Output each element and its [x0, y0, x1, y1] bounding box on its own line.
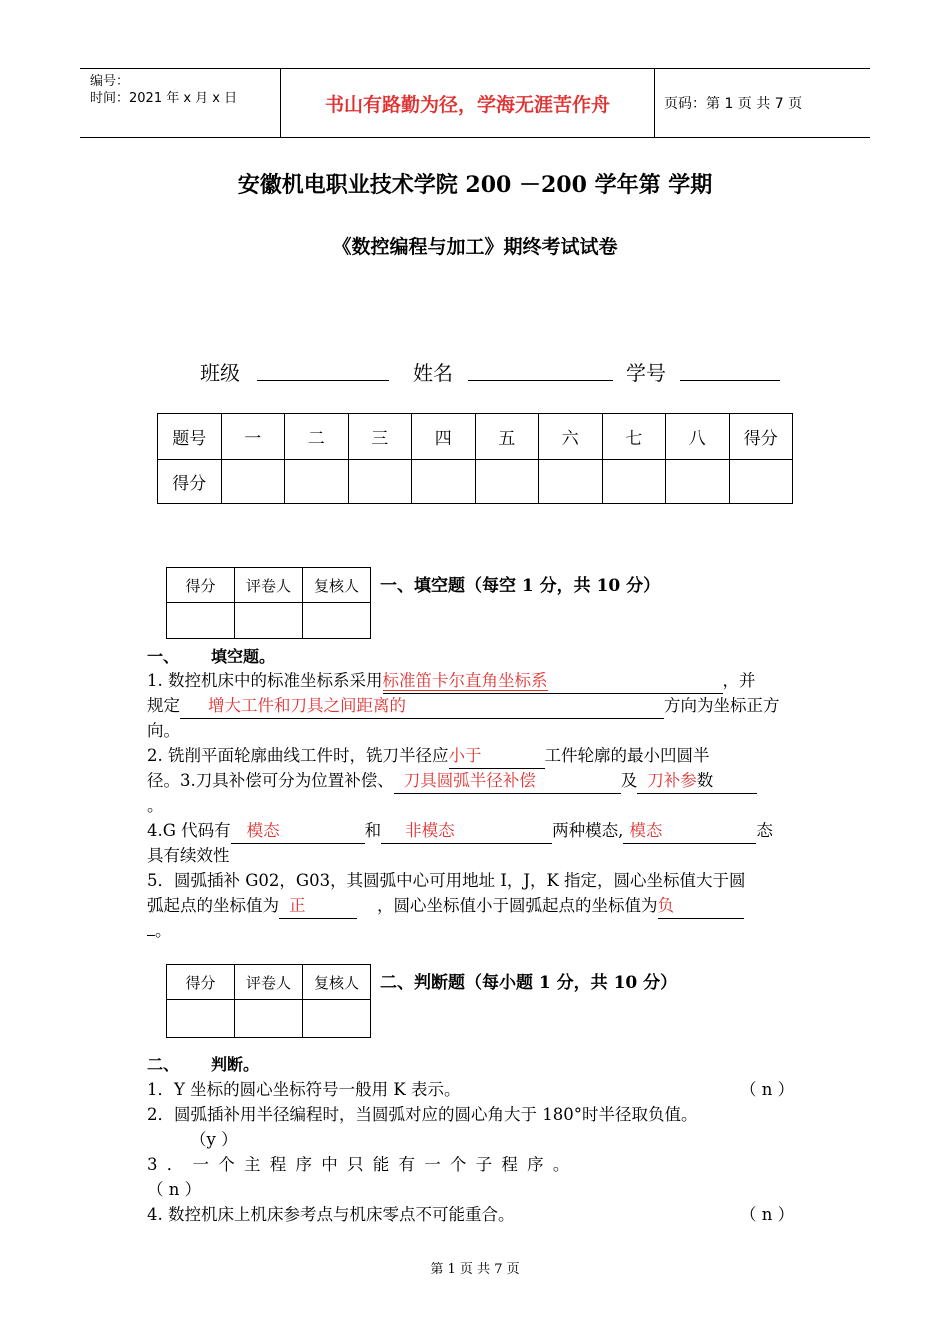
grader-cell[interactable] — [167, 603, 235, 639]
question-4-line1 — [147, 818, 807, 844]
score-header-cell: 四 — [412, 414, 476, 460]
document-header — [80, 68, 870, 138]
grader-header-cell: 得分 — [167, 568, 235, 603]
q5-text: 弧起点的坐标值为 — [147, 896, 279, 915]
q2-text: 工件轮廓的最小凹圆半 — [544, 746, 710, 765]
exam-subtitle: 《数控编程与加工》期终考试试卷 — [332, 236, 618, 258]
q5-answer1: 正 — [289, 896, 306, 915]
question-5-line3 — [147, 918, 807, 943]
number-label: 编号： — [90, 74, 130, 89]
score-table — [157, 413, 793, 504]
page-info: 页码：第 1 页 共 7 页 — [664, 96, 803, 112]
q4-answer2-blank[interactable] — [381, 818, 552, 844]
question-5-line1: 5．圆弧插补 G02，G03，其圆弧中心可用地址 I，J，K 指定，圆心坐标值大于圆 — [147, 871, 746, 890]
q5-text: ，圆心坐标值小于圆弧起点的坐标值为 — [377, 896, 658, 915]
grader-header-cell: 评卷人 — [235, 568, 303, 603]
grader-cell[interactable] — [235, 603, 303, 639]
q1-text: 规定 — [147, 696, 180, 715]
q1-answer: 标准笛卡尔直角坐标系 — [382, 671, 548, 690]
q4-text: 和 — [364, 821, 382, 840]
question-5-line2 — [147, 893, 807, 919]
score-header-cell: 六 — [539, 414, 603, 460]
question-2-line2 — [147, 768, 807, 794]
score-cell[interactable] — [221, 460, 285, 504]
q4-answer3: 模态 — [629, 821, 663, 840]
score-header-cell: 七 — [602, 414, 666, 460]
q4-answer2: 非模态 — [405, 821, 455, 840]
score-cell[interactable] — [729, 460, 793, 504]
question-4-line2: 具有续效性 — [147, 846, 230, 865]
q4-text: 态 — [756, 821, 773, 840]
score-header-cell: 五 — [475, 414, 539, 460]
q3-answer2-blank[interactable] — [637, 768, 757, 794]
score-header-cell: 八 — [666, 414, 730, 460]
q5-answer2: 负 — [657, 896, 674, 915]
judge-question-3: 3 ． 一 个 主 程 序 中 只 能 有 一 个 子 程 序 。 — [147, 1155, 572, 1174]
score-cell[interactable] — [412, 460, 476, 504]
question-1-line3: 向。 — [147, 721, 180, 740]
question-1-line1 — [147, 668, 807, 694]
q4-answer1: 模态 — [246, 821, 280, 840]
section2-number: 二、 — [147, 1055, 180, 1074]
q1-answer2: 增大工件和刀具之间距离的 — [208, 696, 406, 715]
score-table-header-row — [158, 414, 793, 460]
grader-cell[interactable] — [303, 1000, 371, 1038]
time-label: 时间：2021 年 x 月 x 日 — [90, 91, 238, 106]
q1-text-end: ，并 — [722, 671, 756, 690]
grader-cell[interactable] — [303, 603, 371, 639]
grader-header-cell: 复核人 — [303, 568, 371, 603]
question-2-line1 — [147, 743, 807, 769]
score-row-label: 得分 — [158, 460, 222, 504]
judge-question-2: 2．圆弧插补用半径编程时，当圆弧对应的圆心角大于 180°时半径取负值。 — [147, 1105, 698, 1124]
q4-answer3-blank[interactable] — [623, 818, 756, 844]
score-header-cell: 二 — [285, 414, 349, 460]
q1-answer-blank[interactable] — [383, 668, 723, 694]
score-cell[interactable] — [348, 460, 412, 504]
q3-answer2: 刀补参 — [647, 771, 697, 790]
q3-answer1-blank[interactable] — [394, 768, 621, 794]
judge-question-4: 4. 数控机床上机床参考点与机床零点不可能重合。 — [147, 1205, 515, 1224]
q3-text: 及 — [620, 771, 638, 790]
grader-cell[interactable] — [235, 1000, 303, 1038]
score-header-cell: 三 — [348, 414, 412, 460]
judge-question-1: 1．Y 坐标的圆心坐标符号一般用 K 表示。 — [147, 1080, 461, 1099]
score-cell[interactable] — [285, 460, 349, 504]
grader-cell[interactable] — [167, 1000, 235, 1038]
grader-header-cell: 评卷人 — [235, 965, 303, 1000]
q2-answer: 小于 — [448, 746, 482, 765]
q5-answer2-blank-tail — [147, 935, 155, 936]
id-label: 学号 — [626, 361, 666, 385]
q3-answer1: 刀具圆弧半径补偿 — [403, 771, 536, 790]
section1-heading: 一、填空题（每空 1 分，共 10 分） — [380, 576, 661, 596]
page-footer: 第 1 页 共 7 页 — [430, 1262, 520, 1277]
section2-heading: 二、判断题（每小题 1 分，共 10 分） — [380, 973, 678, 993]
name-label: 姓名 — [413, 361, 453, 385]
q2-answer-blank[interactable] — [449, 743, 545, 769]
q4-text: 两种模态, — [552, 821, 624, 840]
judge-answer-2: （y ） — [190, 1130, 238, 1149]
q2-text: 径。3.刀具补偿可分为位置补偿、 — [147, 771, 394, 790]
q1-answer2-blank[interactable] — [180, 693, 664, 719]
score-cell[interactable] — [666, 460, 730, 504]
q2-text: 2. 铣削平面轮廓曲线工件时，铣刀半径应 — [147, 746, 449, 765]
q1-text: 方向为坐标正方 — [664, 696, 780, 715]
judge-answer-1: （ n ） — [740, 1080, 795, 1099]
q5-end: 。 — [155, 921, 172, 940]
class-blank[interactable] — [257, 380, 389, 381]
section1-number: 一、 — [147, 647, 180, 666]
q4-answer1-blank[interactable] — [231, 818, 365, 844]
header-meta — [80, 69, 281, 137]
score-cell[interactable] — [602, 460, 666, 504]
question-1-line2 — [147, 693, 807, 719]
section2-title: 判断。 — [211, 1055, 260, 1074]
name-blank[interactable] — [468, 380, 613, 381]
q5-answer1-blank[interactable] — [279, 893, 357, 919]
grader-header-cell: 复核人 — [303, 965, 371, 1000]
grader-table-2 — [166, 964, 371, 1038]
score-header-cell: 题号 — [158, 414, 222, 460]
motto: 书山有路勤为径，学海无涯苦作舟 — [281, 69, 655, 137]
section1-title: 填空题。 — [211, 647, 276, 666]
judge-answer-4: （ n ） — [740, 1205, 795, 1224]
score-table-row — [158, 460, 793, 504]
id-blank[interactable] — [680, 380, 780, 381]
judge-answer-3: （ n ） — [147, 1180, 202, 1199]
q1-text: 1. 数控机床中的标准坐标系采用 — [147, 671, 383, 690]
page-title: 安徽机电职业技术学院 200 －200 学年第 学期 — [237, 172, 713, 198]
q4-text: 4.G 代码有 — [147, 821, 231, 840]
score-header-cell: 一 — [221, 414, 285, 460]
question-3-end: 。 — [147, 796, 164, 815]
grader-table — [166, 567, 371, 639]
q3-text: 数 — [696, 771, 714, 790]
class-label: 班级 — [200, 361, 240, 385]
q5-answer2-blank[interactable] — [658, 893, 744, 919]
score-cell[interactable] — [539, 460, 603, 504]
score-header-cell: 得分 — [729, 414, 793, 460]
score-cell[interactable] — [475, 460, 539, 504]
grader-header-cell: 得分 — [167, 965, 235, 1000]
